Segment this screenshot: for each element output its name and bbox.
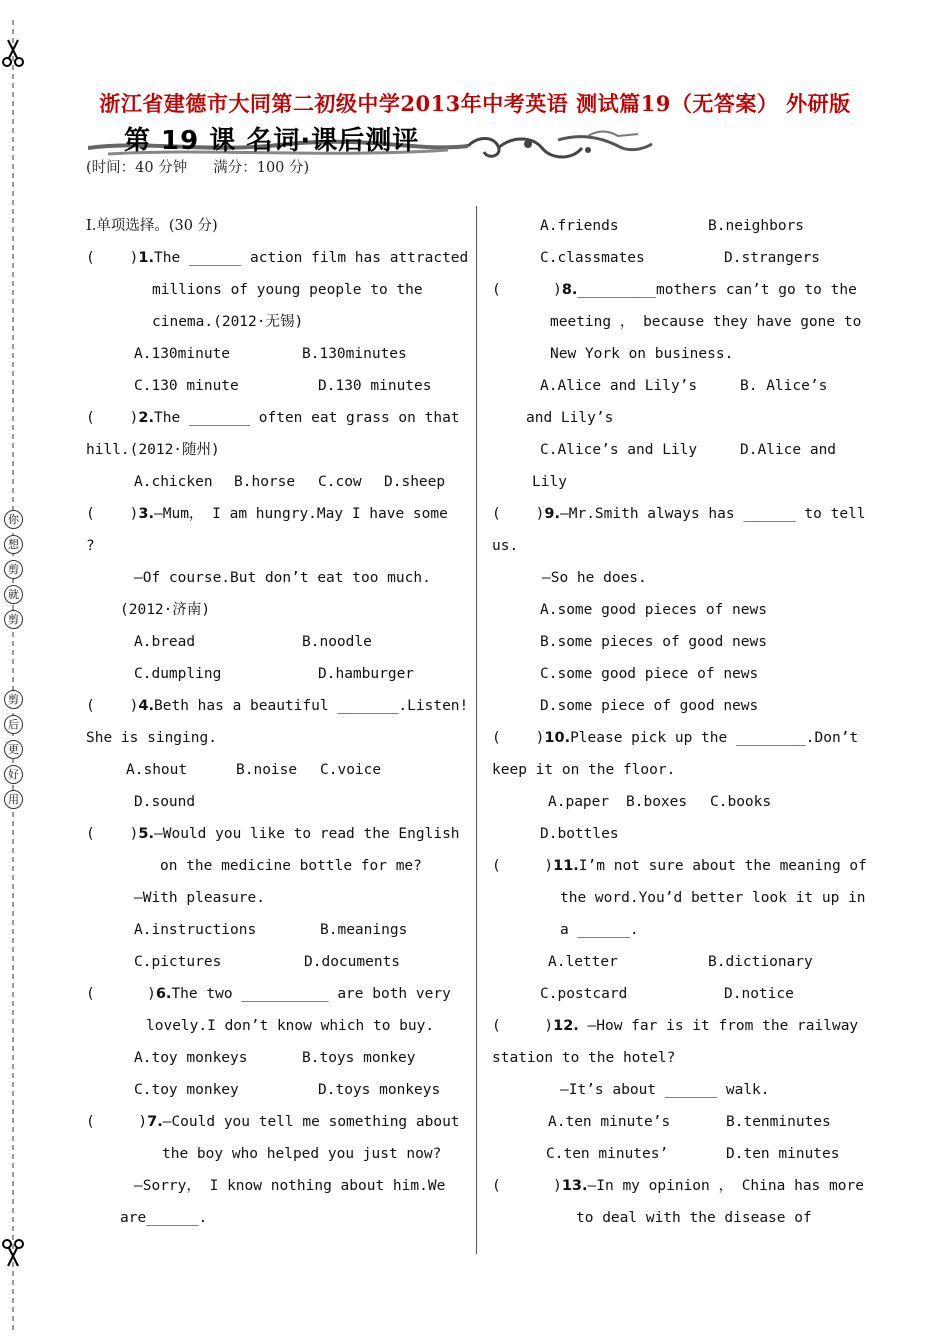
- question-line: —It’s about ______ walk.: [560, 1082, 770, 1098]
- options: C.pictures D.documents: [134, 954, 401, 970]
- options: A.chicken B.horse C.cow D.sheep: [134, 474, 446, 490]
- options: A.paper B.boxes C.books: [548, 794, 772, 810]
- question-line: ( )5.—Would you like to read the English: [86, 826, 460, 842]
- question-line: —Sorry， I know nothing about him.We: [134, 1178, 446, 1194]
- cut-char: 后: [4, 715, 23, 734]
- question-line: hill.(2012·随州): [86, 442, 220, 458]
- options: C.Alice’s and Lily D.Alice and: [540, 442, 837, 458]
- question-line: ( )6.The two __________ are both very: [86, 986, 451, 1002]
- options: C.130 minute D.130 minutes: [134, 378, 432, 394]
- full-score: 满分：100 分): [213, 160, 310, 176]
- options: C.some good piece of news: [540, 666, 759, 682]
- options: C.postcard D.notice: [540, 986, 794, 1002]
- options: C.toy monkey D.toys monkeys: [134, 1082, 441, 1098]
- options: A.bread B.noodle: [134, 634, 372, 650]
- options: C.ten minutes’ D.ten minutes: [546, 1146, 840, 1162]
- page-title: 浙江省建德市大同第二初级中学2013年中考英语 测试篇19（无答案） 外研版: [99, 91, 851, 116]
- options: A.letter B.dictionary: [548, 954, 813, 970]
- question-line: ( )12. —How far is it from the railway: [492, 1018, 859, 1034]
- question-line: the boy who helped you just now?: [162, 1146, 442, 1162]
- question-line: —So he does.: [542, 570, 647, 586]
- question-line: ( )4.Beth has a beautiful _______.Listen!: [86, 698, 469, 714]
- cut-char: 剪: [4, 610, 23, 629]
- options: A.ten minute’s B.tenminutes: [548, 1114, 831, 1130]
- options: C.dumpling D.hamburger: [134, 666, 415, 682]
- left-column: [86, 210, 469, 1234]
- question-line: ?: [86, 538, 95, 554]
- options: A.Alice and Lily’s B. Alice’s: [540, 378, 828, 394]
- question-line: cinema.(2012·无锡): [152, 314, 304, 330]
- section-title: Ⅰ.单项选择。(30 分): [86, 218, 218, 234]
- question-line: She is singing.: [86, 730, 217, 746]
- cut-char: 剪: [4, 690, 23, 709]
- question-line: —Of course.But don’t eat too much.: [134, 570, 431, 586]
- cut-char: 想: [4, 535, 23, 554]
- options: and Lily’s: [526, 410, 614, 426]
- options: D.some piece of good news: [540, 698, 759, 714]
- question-line: on the medicine bottle for me?: [160, 858, 422, 874]
- options: A.some good pieces of news: [540, 602, 767, 618]
- options: B.some pieces of good news: [540, 634, 767, 650]
- lesson-heading: 第 19 课 名词·课后测评: [124, 126, 420, 156]
- cut-char: 好: [4, 765, 23, 784]
- question-line: us.: [492, 538, 519, 554]
- question-line: keep it on the floor.: [492, 762, 676, 778]
- cut-char: 你: [4, 510, 23, 529]
- question-line: ( )2.The _______ often eat grass on that: [86, 410, 460, 426]
- question-line: meeting ， because they have gone to: [550, 314, 862, 330]
- question-line: ( )3.—Mum， I am hungry.May I have some: [86, 506, 448, 522]
- options: A.instructions B.meanings: [134, 922, 408, 938]
- options: Lily: [532, 474, 567, 490]
- options: D.bottles: [540, 826, 619, 842]
- question-line: New York on business.: [550, 346, 734, 362]
- question-line: millions of young people to the: [152, 282, 423, 298]
- options: D.sound: [134, 794, 196, 810]
- question-line: station to the hotel?: [492, 1050, 676, 1066]
- options: C.classmates D.strangers: [540, 250, 821, 266]
- cut-line: [0, 0, 30, 1344]
- question-line: ( )1.The ______ action film has attracted: [86, 250, 469, 266]
- question-line: ( )7.—Could you tell me something about: [86, 1114, 460, 1130]
- question-line: —With pleasure.: [134, 890, 265, 906]
- right-column: [492, 210, 866, 1234]
- time-limit: (时间：40 分钟: [86, 160, 188, 176]
- cut-char: 用: [4, 790, 23, 809]
- options: A.friends B.neighbors: [540, 218, 805, 234]
- question-line: are______.: [120, 1210, 208, 1226]
- options: A.130minute B.130minutes: [134, 346, 407, 362]
- options: A.toy monkeys B.toys monkey: [134, 1050, 416, 1066]
- question-line: ( )8._________mothers can’t go to the: [492, 282, 857, 298]
- question-line: to deal with the disease of: [576, 1210, 812, 1226]
- exam-meta: [86, 156, 309, 177]
- question-line: ( )9.—Mr.Smith always has ______ to tell: [492, 506, 866, 522]
- cut-char: 剪: [4, 560, 23, 579]
- question-line: the word.You’d better look it up in: [560, 890, 866, 906]
- question-line: a ______.: [560, 922, 639, 938]
- cut-char: 更: [4, 740, 23, 759]
- question-line: lovely.I don’t know which to buy.: [146, 1018, 435, 1034]
- question-line: ( )10.Please pick up the ________.Don’t: [492, 730, 859, 746]
- column-divider: [476, 206, 477, 1254]
- question-line: (2012·济南): [120, 602, 211, 618]
- question-line: ( )13.—In my opinion ， China has more: [492, 1178, 864, 1194]
- scissors-icon-top: [3, 40, 23, 66]
- question-line: ( )11.I’m not sure about the meaning of: [492, 858, 867, 874]
- cut-char: 就: [4, 585, 23, 604]
- options: A.shout B.noise C.voice: [126, 762, 382, 778]
